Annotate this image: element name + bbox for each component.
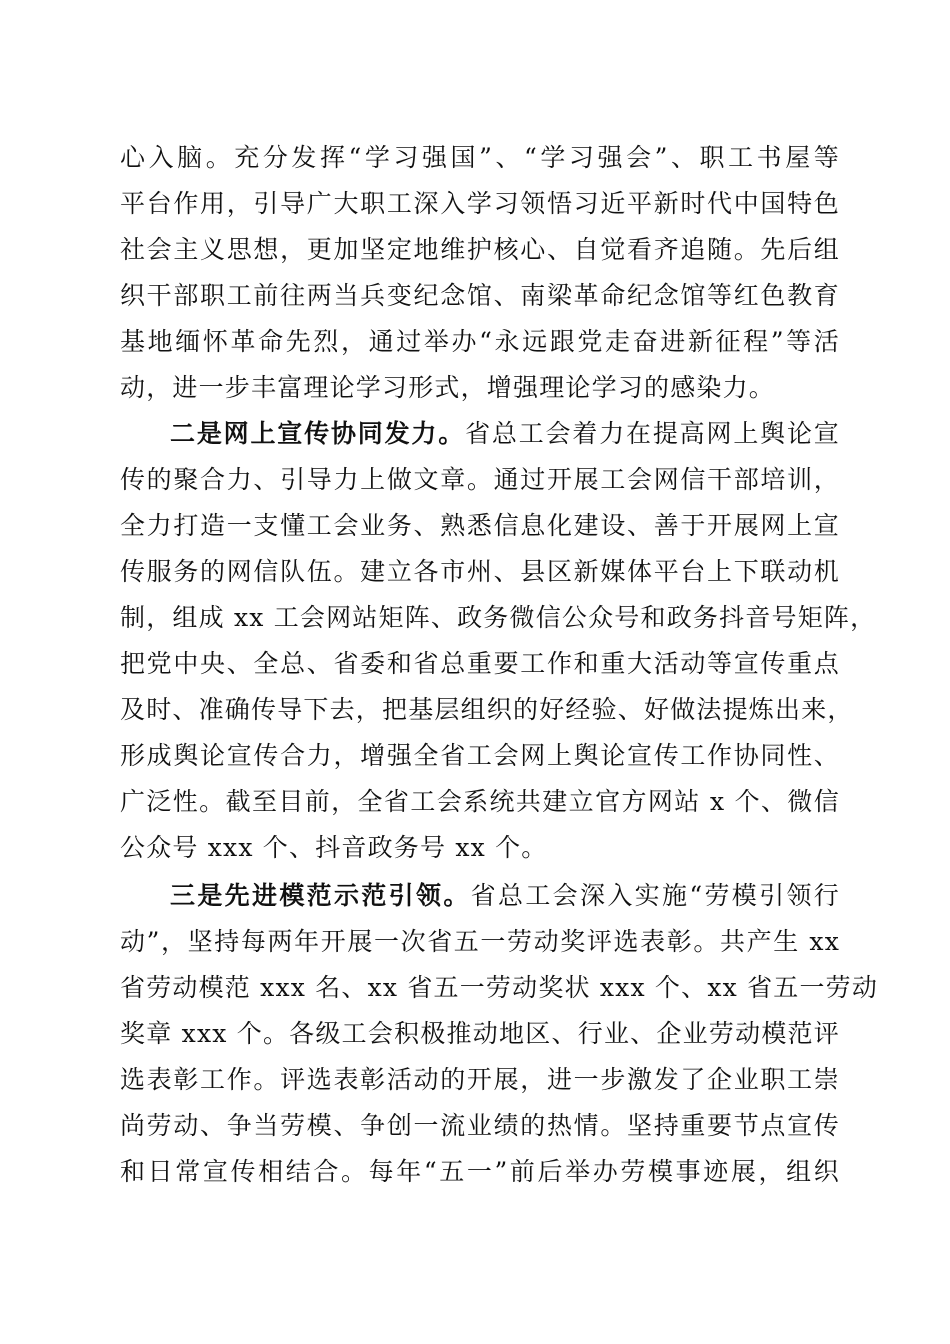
paragraph-1-line-3: 社会主义思想，更加坚定地维护核心、自觉看齐追随。先后组 [120,235,840,264]
paragraph-1-line-5: 基地缅怀革命先烈，通过举办“永远跟党走奋进新征程”等活 [120,327,840,356]
paragraph-2-line-2: 传的聚合力、引导力上做文章。通过开展工会网信干部培训， [120,465,840,494]
paragraph-3-line-5: 选表彰工作。评选表彰活动的开展，进一步激发了企业职工崇 [120,1065,840,1094]
paragraph-3-line-1-text: 省总工会深入实施“劳模引领行 [470,881,840,910]
paragraph-2-line-8: 形成舆论宣传合力，增强全省工会网上舆论宣传工作协同性、 [120,741,840,770]
paragraph-2-line-1-text: 省总工会着力在提高网上舆论宣 [465,419,840,448]
paragraph-2-line-7: 及时、准确传导下去，把基层组织的好经验、好做法提炼出来， [120,695,854,724]
paragraph-2-line-9: 广泛性。截至目前，全省工会系统共建立官方网站 x 个、微信 [120,787,840,816]
paragraph-2-line-3: 全力打造一支懂工会业务、熟悉信息化建设、善于开展网上宣 [120,511,840,540]
paragraph-3-heading: 三是先进模范示范引领。 [170,881,471,910]
paragraph-3-line-7: 和日常宣传相结合。每年“五一”前后举办劳模事迹展，组织 [120,1157,840,1186]
paragraph-3-line-2: 动”，坚持每两年开展一次省五一劳动奖评选表彰。共产生 xx [120,927,840,956]
paragraph-2-line-4: 传服务的网信队伍。建立各市州、县区新媒体平台上下联动机 [120,557,840,586]
paragraph-3-line-3: 省劳动模范 xxx 名、xx 省五一劳动奖状 xxx 个、xx 省五一劳动 [120,973,879,1002]
paragraph-3-line-4: 奖章 xxx 个。各级工会积极推动地区、行业、企业劳动模范评 [120,1019,840,1048]
paragraph-3-line-1 [170,873,840,919]
paragraph-1-line-1: 心入脑。充分发挥“学习强国”、“学习强会”、职工书屋等 [120,143,840,172]
paragraph-2-line-5: 制，组成 xx 工会网站矩阵、政务微信公众号和政务抖音号矩阵， [120,603,877,632]
paragraph-1-line-6: 动，进一步丰富理论学习形式，增强理论学习的感染力。 [120,373,776,402]
paragraph-1-line-2: 平台作用，引导广大职工深入学习领悟习近平新时代中国特色 [120,189,840,218]
paragraph-2-line-10: 公众号 xxx 个、抖音政务号 xx 个。 [120,833,548,862]
paragraph-3-line-6: 尚劳动、争当劳模、争创一流业绩的热情。坚持重要节点宣传 [120,1111,840,1140]
paragraph-2-heading: 二是网上宣传协同发力。 [170,419,466,448]
paragraph-1-line-4: 织干部职工前往两当兵变纪念馆、南梁革命纪念馆等红色教育 [120,281,840,310]
paragraph-2-line-1 [170,411,840,457]
paragraph-2-line-6: 把党中央、全总、省委和省总重要工作和重大活动等宣传重点 [120,649,840,678]
